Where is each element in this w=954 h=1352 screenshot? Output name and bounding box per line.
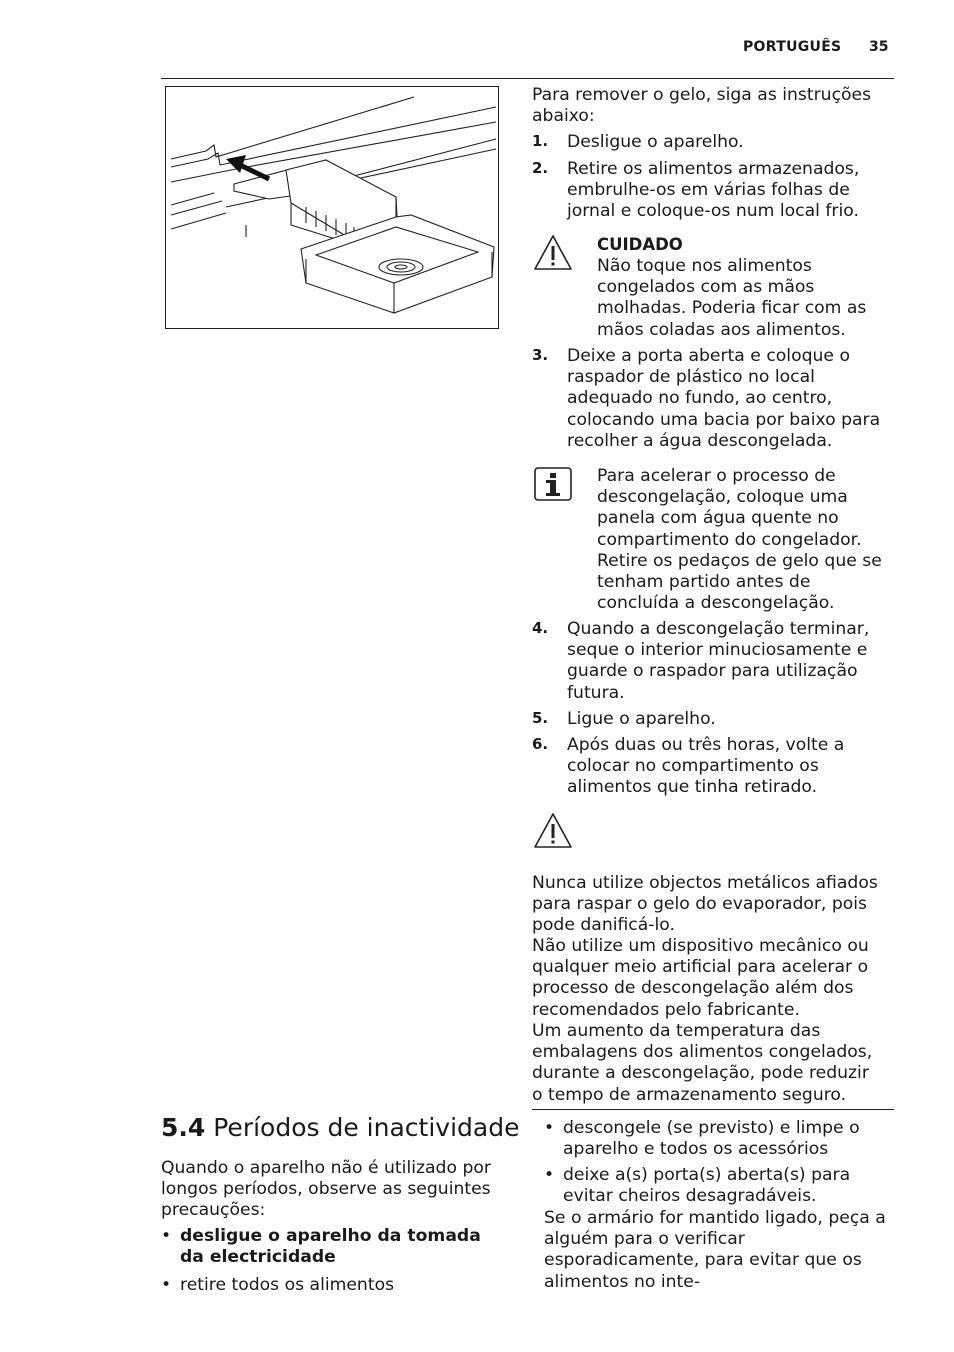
section-heading xyxy=(161,1113,519,1142)
step-number: 5. xyxy=(532,709,549,727)
step-number: 4. xyxy=(532,619,549,637)
warning-triangle-icon xyxy=(533,812,573,850)
step-text: Após duas ou três horas, volte a colocar no compartimento os alimentos que tinha retirado. xyxy=(567,735,845,798)
section-intro: Quando o aparelho não é utilizado por longos períodos, observe as seguintes precauções: xyxy=(161,1158,491,1221)
bullet-icon: • xyxy=(161,1226,172,1246)
caution-title: CUIDADO xyxy=(597,235,683,254)
bullet-text: deixe a(s) porta(s) aberta(s) para evitar cheiros desagradáveis. xyxy=(563,1165,851,1207)
bullet-text: descongele (se previsto) e limpe o aparelho e todos os acessórios xyxy=(563,1118,860,1160)
step-text: Retire os alimentos armazenados, embrulhe-os em várias folhas de jornal e coloque-os num local frio. xyxy=(567,159,860,222)
info-icon xyxy=(533,466,573,502)
step-number: 6. xyxy=(532,735,549,753)
section-rule xyxy=(532,1109,894,1110)
step-text: Quando a descongelação terminar, seque o interior minuciosamente e guarde o raspador para utilização futura. xyxy=(567,619,870,703)
info-note-text: Para acelerar o processo de descongelação, coloque uma panela com água quente no compartimento do congelador. Retire os pedaços de gelo que se tenham partido antes de concluída a descongelação. xyxy=(597,466,882,614)
bullet-item xyxy=(161,1275,506,1296)
warning-paragraph: Não utilize um dispositivo mecânico ou qualquer meio artificial para acelerar o processo de descongelação além dos recomendados pelo fabricante. xyxy=(532,936,869,1020)
step-text: Deixe a porta aberta e coloque o raspador de plástico no local adequado no fundo, ao centro, colocando uma bacia por baixo para recolher a água descongelada. xyxy=(567,346,881,451)
warning-paragraph: Um aumento da temperatura das embalagens dos alimentos congelados, durante a descongelação, pode reduzir o tempo de armazenamento seguro. xyxy=(532,1021,873,1105)
step-text: Desligue o aparelho. xyxy=(567,132,744,152)
page-number: 35 xyxy=(869,39,889,55)
bullet-text: desligue o aparelho da tomada da electricidade xyxy=(180,1226,481,1268)
defrost-scraper-figure xyxy=(165,86,499,329)
step-text: Ligue o aparelho. xyxy=(567,709,716,729)
header-language: PORTUGUÊS xyxy=(743,39,842,55)
bullet-icon: • xyxy=(544,1165,555,1185)
bullet-item xyxy=(161,1226,506,1268)
warning-paragraph: Nunca utilize objectos metálicos afiados para raspar o gelo do evaporador, pois pode danificá-lo. xyxy=(532,873,878,936)
step-number: 1. xyxy=(532,132,549,150)
bullet-item xyxy=(544,1165,889,1207)
section-title: Períodos de inactividade xyxy=(213,1113,520,1142)
step-number: 2. xyxy=(532,159,549,177)
intro-text: Para remover o gelo, siga as instruções abaixo: xyxy=(532,85,872,127)
step-number: 3. xyxy=(532,346,549,364)
warning-triangle-icon xyxy=(533,234,573,272)
header-rule xyxy=(161,78,894,79)
arrow-icon xyxy=(226,155,269,179)
bullet-icon: • xyxy=(161,1275,172,1295)
section-closing: Se o armário for mantido ligado, peça a alguém para o verificar esporadicamente, para evitar que os alimentos no inte- xyxy=(544,1208,886,1292)
caution-text: Não toque nos alimentos congelados com as mãos molhadas. Poderia ficar com as mãos coladas aos alimentos. xyxy=(597,256,867,340)
bullet-icon: • xyxy=(544,1118,555,1138)
scraper-illustration xyxy=(166,87,497,327)
bullet-text: retire todos os alimentos xyxy=(180,1275,395,1295)
section-number: 5.4 xyxy=(161,1113,206,1142)
bullet-item xyxy=(544,1118,889,1160)
